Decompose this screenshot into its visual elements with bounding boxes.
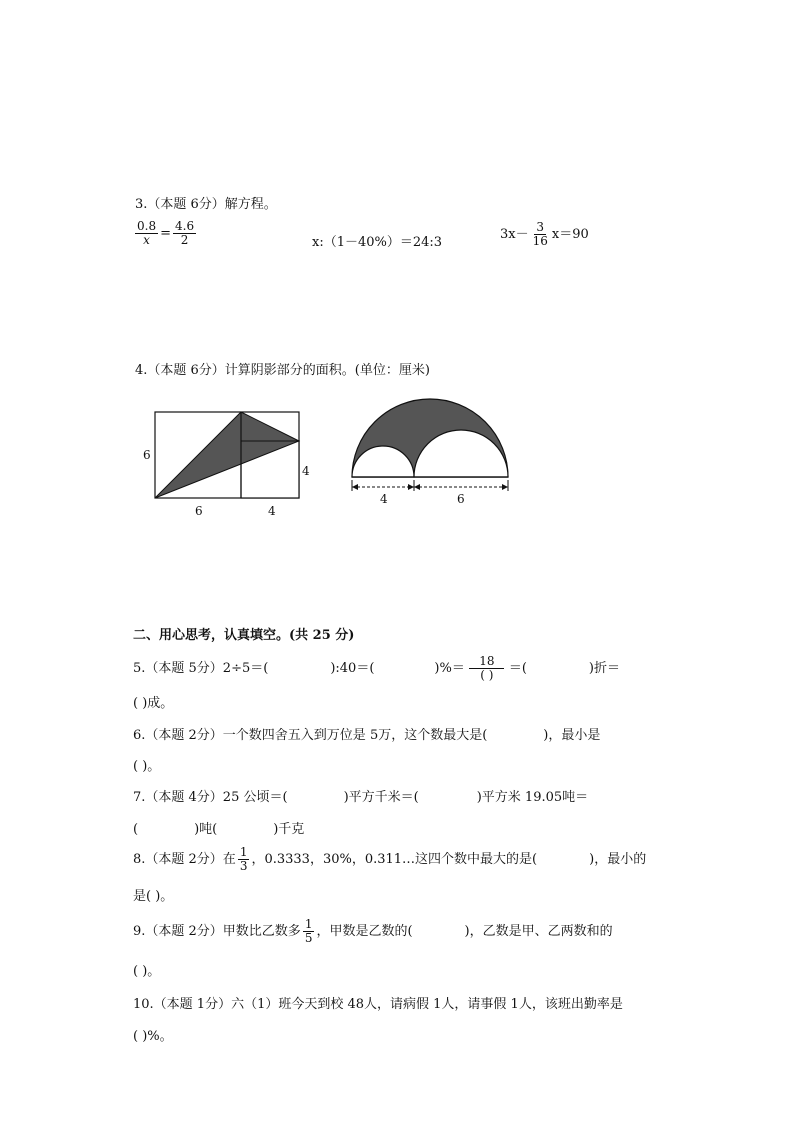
label-bottom-right: 4 [268, 504, 276, 518]
q3-equation-1: $\frac{0.8}{x}$ = $\frac{4.6}{2}$ [137, 219, 195, 248]
q8-line-2: 是( )。 [133, 889, 174, 904]
q3-equation-2: x:（1－40%）＝24:3 [312, 235, 443, 250]
q3-title: 3.（本题 6分）解方程。 [135, 197, 277, 212]
figure-semicircles [345, 390, 515, 515]
label-bottom-left: 6 [195, 504, 203, 518]
q7-line-2: ( )吨( )千克 [133, 822, 305, 837]
q4-title: 4.（本题 6分）计算阴影部分的面积。(单位：厘米) [135, 363, 430, 378]
section-2-title: 二、用心思考，认真填空。(共 25 分) [133, 628, 355, 643]
arrow-icon [414, 484, 420, 490]
fraction: $\frac{1}{3}$ [239, 845, 248, 874]
arrow-icon [502, 484, 508, 490]
fraction: $\frac{18}{( )}$ [467, 655, 507, 682]
q8-line-1: 8.（本题 2分）在 $\frac{1}{3}$ ，0.3333，30%，0.311…这四个数中最大的是( )，最小的 [133, 845, 647, 874]
arrow-icon [408, 484, 414, 490]
label-left: 6 [143, 448, 151, 462]
label-right: 4 [302, 464, 310, 478]
q9-line-1: 9.（本题 2分）甲数比乙数多 $\frac{1}{5}$ ，甲数是乙数的( )，乙数是甲、乙两数和的 [133, 917, 613, 946]
q7-line-1: 7.（本题 4分）25 公顷＝( )平方千米＝( )平方米 19.05吨＝ [133, 790, 589, 805]
q10-line-1: 10.（本题 1分）六（1）班今天到校 48人，请病假 1人，请事假 1人，该班出勤率是 [133, 997, 623, 1012]
arrow-icon [352, 484, 358, 490]
fraction: $\frac{1}{5}$ [304, 917, 313, 946]
fraction: $\frac{3}{16}$ [532, 220, 548, 249]
q10-line-2: ( )%。 [133, 1029, 173, 1044]
q5-line-2: ( )成。 [133, 696, 174, 711]
q6-line-2: ( )。 [133, 759, 161, 774]
label-medium-diameter: 6 [457, 492, 465, 506]
figure-rectangle-triangle [135, 405, 325, 520]
fraction: $\frac{0.8}{x}$ [137, 219, 157, 248]
q3-equation-3: 3x－ $\frac{3}{16}$ x＝90 [500, 220, 589, 249]
fraction: $\frac{4.6}{2}$ [175, 219, 195, 248]
q5-line-1: 5.（本题 5分）2÷5＝( ):40＝( )%＝ $\frac{18}{( )}$ ＝( )折＝ [133, 654, 620, 683]
label-small-diameter: 4 [380, 492, 388, 506]
q9-line-2: ( )。 [133, 964, 161, 979]
q6-line-1: 6.（本题 2分）一个数四舍五入到万位是 5万，这个数最大是( )，最小是 [133, 728, 601, 743]
